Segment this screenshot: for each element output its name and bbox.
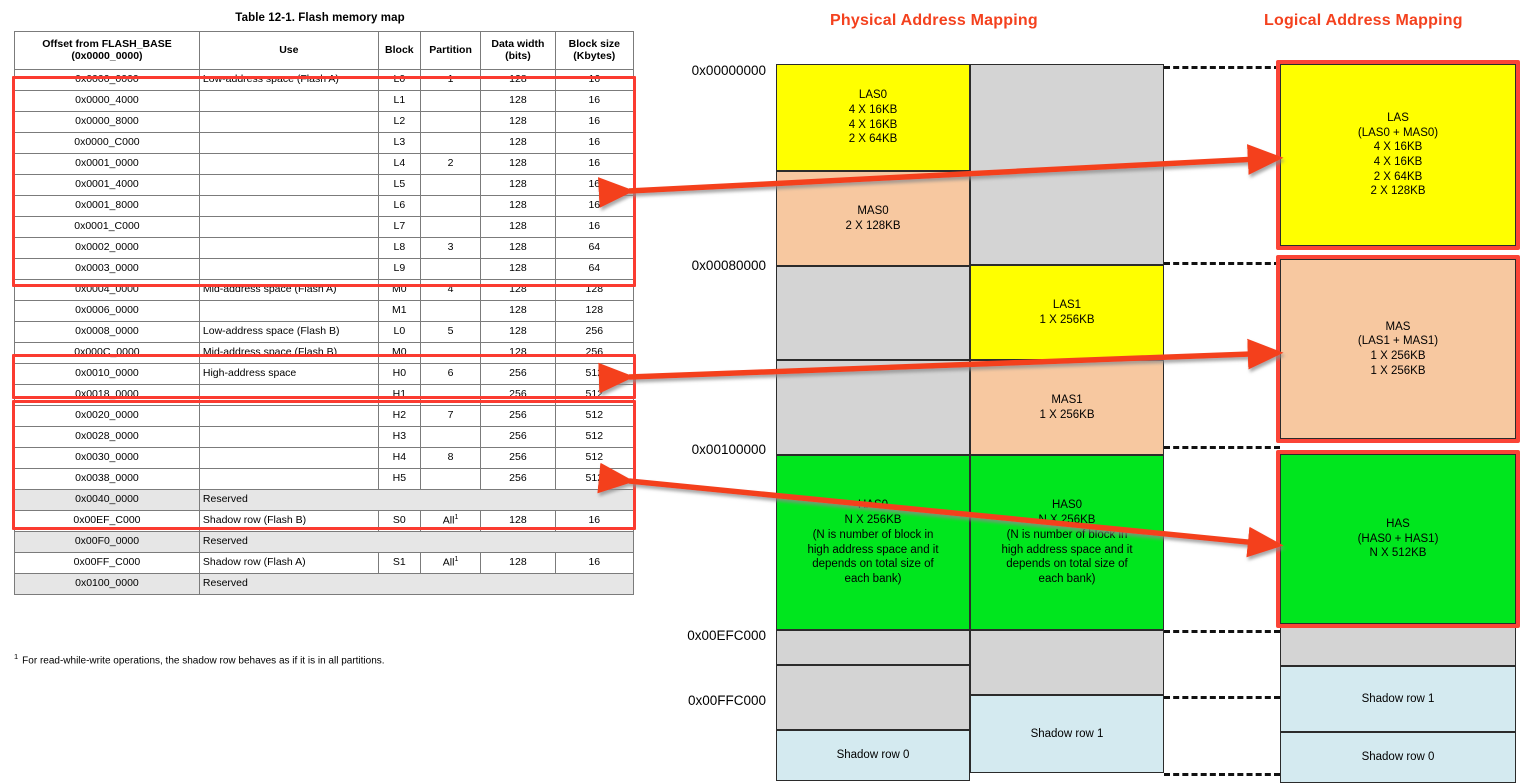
table-body (15, 70, 634, 595)
cell-partition (420, 385, 480, 406)
cell-use (199, 448, 378, 469)
table-row (15, 322, 634, 343)
cell-blocksize: 16 (555, 154, 633, 175)
cell-block: H0 (378, 364, 420, 385)
memory-block-label (781, 748, 965, 763)
memory-block-label (781, 88, 965, 147)
footnote-text: For read-while-write operations, the shadow row behaves as if it is in all partitions. (22, 655, 385, 667)
cell-blocksize: 16 (555, 70, 633, 91)
table-header-row (15, 32, 634, 70)
address-label-0x00000000: 0x00000000 (691, 63, 766, 78)
cell-block: H1 (378, 385, 420, 406)
table-row (15, 175, 634, 196)
memory-block-line: 1 X 256KB (1039, 313, 1095, 326)
col-header-offset: Offset from FLASH_BASE (0x0000_0000) (15, 32, 200, 70)
memory-block-line: Shadow row 0 (1361, 751, 1435, 764)
cell-use (199, 427, 378, 448)
col-header-use: Use (199, 32, 378, 70)
memory-block-line: (HAS0 + HAS1) (1357, 532, 1439, 545)
cell-datawidth: 128 (481, 553, 555, 574)
cell-datawidth: 128 (481, 511, 555, 532)
memory-block-line: 1 X 256KB (1039, 408, 1095, 421)
cell-blocksize: 16 (555, 133, 633, 154)
cell-offset: 0x0040_0000 (15, 490, 200, 511)
memory-block-shadow0 (776, 730, 970, 781)
cell-use: Mid-address space (Flash B) (199, 343, 378, 364)
memory-block-line: Shadow row 0 (836, 749, 910, 762)
cell-partition (420, 217, 480, 238)
memory-block-line: N X 512KB (1369, 547, 1427, 560)
dash-connector-las-bot (1164, 262, 1280, 265)
dash-connector-top (1164, 66, 1280, 69)
cell-datawidth: 128 (481, 280, 555, 301)
memory-block-line: N X 256KB (1038, 514, 1096, 527)
cell-datawidth: 128 (481, 154, 555, 175)
cell-block: L7 (378, 217, 420, 238)
cell-block: L9 (378, 259, 420, 280)
table-row (15, 406, 634, 427)
cell-offset: 0x0001_4000 (15, 175, 200, 196)
address-label-0x00100000: 0x00100000 (691, 442, 766, 457)
cell-block: H4 (378, 448, 420, 469)
table-row (15, 343, 634, 364)
cell-blocksize: 16 (555, 175, 633, 196)
memory-block-line: N X 256KB (844, 514, 902, 527)
footnote-marker: 1 (14, 652, 19, 661)
cell-use: Reserved (199, 532, 633, 553)
cell-partition: 8 (420, 448, 480, 469)
physical-mapping-title: Physical Address Mapping (830, 12, 1038, 29)
cell-offset: 0x0008_0000 (15, 322, 200, 343)
memory-block-line: (N is number of block in (812, 528, 934, 541)
memory-block-line: Shadow row 1 (1361, 692, 1435, 705)
table-row (15, 280, 634, 301)
table-row (15, 553, 634, 574)
memory-block-line: HAS0 (1051, 499, 1083, 512)
cell-partition: 6 (420, 364, 480, 385)
dash-connector-has-bot (1164, 630, 1280, 633)
cell-block: L2 (378, 112, 420, 133)
memory-block-label (975, 727, 1159, 742)
table-row (15, 385, 634, 406)
cell-block: H5 (378, 469, 420, 490)
logical-mapping-title: Logical Address Mapping (1264, 12, 1463, 29)
cell-offset: 0x0100_0000 (15, 574, 200, 595)
cell-blocksize: 128 (555, 301, 633, 322)
memory-block-has1 (970, 455, 1164, 630)
cell-offset: 0x0001_0000 (15, 154, 200, 175)
cell-datawidth: 256 (481, 469, 555, 490)
cell-block: M0 (378, 280, 420, 301)
memory-block-line: LAS (1387, 111, 1409, 124)
table-row (15, 217, 634, 238)
cell-blocksize: 128 (555, 280, 633, 301)
cell-partition: 1 (420, 70, 480, 91)
memory-block-line: (N is number of block in (1006, 528, 1128, 541)
cell-partition (420, 469, 480, 490)
cell-block: L6 (378, 196, 420, 217)
table-row (15, 532, 634, 553)
address-label-0x00FFC000: 0x00FFC000 (687, 693, 766, 708)
cell-use (199, 469, 378, 490)
memory-block-label (1285, 692, 1511, 707)
table-row (15, 427, 634, 448)
cell-use: Reserved (199, 574, 633, 595)
flash-memory-map-table-area (0, 0, 648, 784)
cell-block: L3 (378, 133, 420, 154)
table-row (15, 154, 634, 175)
memory-block-line: each bank) (844, 572, 902, 585)
cell-block: L8 (378, 238, 420, 259)
cell-use: High-address space (199, 364, 378, 385)
cell-offset: 0x0002_0000 (15, 238, 200, 259)
cell-blocksize: 512 (555, 406, 633, 427)
address-mapping-diagram (648, 0, 1536, 784)
table-row (15, 196, 634, 217)
cell-offset: 0x0000_C000 (15, 133, 200, 154)
memory-block-gap0b (776, 360, 970, 455)
memory-block-line: 2 X 64KB (1373, 170, 1423, 183)
cell-use (199, 196, 378, 217)
memory-block-gap0a (776, 266, 970, 360)
memory-block-mas1 (970, 360, 1164, 455)
memory-block-label (1285, 750, 1511, 765)
cell-block: H2 (378, 406, 420, 427)
cell-datawidth: 128 (481, 112, 555, 133)
table-row (15, 511, 634, 532)
memory-block-gap0c (776, 630, 970, 665)
cell-datawidth: 128 (481, 238, 555, 259)
memory-block-shadow1 (970, 695, 1164, 773)
cell-blocksize: 512 (555, 364, 633, 385)
cell-offset: 0x0001_C000 (15, 217, 200, 238)
cell-use: Reserved (199, 490, 633, 511)
cell-datawidth: 256 (481, 364, 555, 385)
memory-block-line: 1 X 256KB (1370, 364, 1426, 377)
cell-use: Mid-address space (Flash A) (199, 280, 378, 301)
memory-block-line: high address space and it (1001, 543, 1133, 556)
cell-partition (420, 259, 480, 280)
cell-offset: 0x0006_0000 (15, 301, 200, 322)
memory-block-label (781, 498, 965, 586)
cell-use (199, 133, 378, 154)
dash-connector-mas-bot (1164, 446, 1280, 449)
memory-block-line: 4 X 16KB (1373, 141, 1423, 154)
col-header-partition: Partition (420, 32, 480, 70)
cell-offset: 0x0000_0000 (15, 70, 200, 91)
cell-offset: 0x0030_0000 (15, 448, 200, 469)
memory-block-las0 (776, 64, 970, 171)
memory-block-label (1285, 517, 1511, 561)
cell-offset: 0x0028_0000 (15, 427, 200, 448)
cell-blocksize: 64 (555, 238, 633, 259)
cell-datawidth: 128 (481, 343, 555, 364)
memory-block-line: 4 X 16KB (848, 103, 898, 116)
table-row (15, 574, 634, 595)
memory-block-line: depends on total size of (812, 558, 934, 571)
cell-partition (420, 301, 480, 322)
cell-partition (420, 112, 480, 133)
cell-use (199, 406, 378, 427)
cell-block: H3 (378, 427, 420, 448)
memory-block-gap1a (970, 64, 1164, 265)
col-header-block: Block (378, 32, 420, 70)
memory-block-line: 2 X 128KB (845, 219, 901, 232)
col-header-blocksize: Block size (Kbytes) (555, 32, 633, 70)
dash-connector-bottom (1164, 773, 1280, 776)
cell-datawidth: 128 (481, 175, 555, 196)
flash-memory-map-table (14, 31, 634, 595)
cell-partition: 4 (420, 280, 480, 301)
memory-block-line: Shadow row 1 (1030, 727, 1104, 740)
col-header-datawidth: Data width (bits) (481, 32, 555, 70)
memory-block-line: depends on total size of (1006, 558, 1128, 571)
memory-block-gap1c (970, 630, 1164, 695)
address-label-0x00EFC000: 0x00EFC000 (687, 628, 766, 643)
cell-use (199, 238, 378, 259)
cell-blocksize: 16 (555, 112, 633, 133)
cell-datawidth: 256 (481, 406, 555, 427)
memory-block-line: MAS1 (1051, 393, 1083, 406)
cell-partition (420, 175, 480, 196)
cell-partition: 7 (420, 406, 480, 427)
cell-block: S0 (378, 511, 420, 532)
memory-block-label (975, 498, 1159, 586)
table-row (15, 364, 634, 385)
cell-partition: 5 (420, 322, 480, 343)
cell-use: Shadow row (Flash B) (199, 511, 378, 532)
memory-block-line: 2 X 64KB (848, 133, 898, 146)
memory-block-line: MAS (1385, 320, 1411, 333)
cell-blocksize: 16 (555, 91, 633, 112)
cell-blocksize: 16 (555, 511, 633, 532)
cell-use (199, 112, 378, 133)
cell-offset: 0x0020_0000 (15, 406, 200, 427)
cell-offset: 0x0018_0000 (15, 385, 200, 406)
table-row (15, 259, 634, 280)
cell-offset: 0x0000_8000 (15, 112, 200, 133)
memory-block-gap0d (776, 665, 970, 730)
cell-partition (420, 133, 480, 154)
memory-block-line: each bank) (1038, 572, 1096, 585)
memory-block-line: LAS1 (1052, 298, 1082, 311)
cell-datawidth: 256 (481, 448, 555, 469)
memory-block-line: HAS0 (857, 499, 889, 512)
memory-block-line: 2 X 128KB (1370, 185, 1426, 198)
cell-datawidth: 128 (481, 322, 555, 343)
memory-block-line: HAS (1386, 517, 1410, 530)
memory-block-lshadow0 (1280, 732, 1516, 783)
cell-use (199, 385, 378, 406)
memory-block-line: (LAS1 + MAS1) (1357, 335, 1439, 348)
cell-blocksize: 16 (555, 553, 633, 574)
memory-block-label (1285, 111, 1511, 199)
cell-blocksize: 512 (555, 427, 633, 448)
cell-partition (420, 196, 480, 217)
cell-offset: 0x0004_0000 (15, 280, 200, 301)
memory-block-label (975, 298, 1159, 327)
cell-datawidth: 128 (481, 91, 555, 112)
cell-blocksize: 512 (555, 385, 633, 406)
memory-block-line: high address space and it (807, 543, 939, 556)
table-caption: Table 12-1. Flash memory map (235, 12, 405, 24)
table-row (15, 238, 634, 259)
cell-partition (420, 91, 480, 112)
cell-use (199, 301, 378, 322)
cell-offset: 0x00FF_C000 (15, 553, 200, 574)
memory-block-has (1280, 454, 1516, 624)
cell-block: M0 (378, 343, 420, 364)
cell-partition (420, 427, 480, 448)
table-row (15, 133, 634, 154)
cell-block: L0 (378, 70, 420, 91)
memory-block-mas (1280, 259, 1516, 439)
memory-block-lshadow1 (1280, 666, 1516, 732)
cell-offset: 0x0038_0000 (15, 469, 200, 490)
cell-offset: 0x0003_0000 (15, 259, 200, 280)
cell-use (199, 217, 378, 238)
cell-offset: 0x00F0_0000 (15, 532, 200, 553)
cell-blocksize: 64 (555, 259, 633, 280)
memory-block-line: 4 X 16KB (848, 118, 898, 131)
cell-blocksize: 512 (555, 469, 633, 490)
cell-block: L0 (378, 322, 420, 343)
cell-offset: 0x0010_0000 (15, 364, 200, 385)
table-row (15, 469, 634, 490)
memory-block-label (1285, 320, 1511, 379)
dash-connector-sh1 (1164, 696, 1280, 699)
table-row (15, 112, 634, 133)
cell-blocksize: 16 (555, 217, 633, 238)
cell-partition: All$^1$ (420, 511, 480, 532)
cell-block: M1 (378, 301, 420, 322)
memory-block-label (975, 393, 1159, 422)
cell-use (199, 154, 378, 175)
cell-partition: 3 (420, 238, 480, 259)
cell-blocksize: 16 (555, 196, 633, 217)
cell-block: S1 (378, 553, 420, 574)
table-row (15, 70, 634, 91)
cell-datawidth: 128 (481, 217, 555, 238)
cell-datawidth: 128 (481, 70, 555, 91)
memory-block-mas0 (776, 171, 970, 266)
memory-block-line: 1 X 256KB (1370, 350, 1426, 362)
cell-partition: All$^1$ (420, 553, 480, 574)
cell-use (199, 259, 378, 280)
cell-use: Shadow row (Flash A) (199, 553, 378, 574)
cell-offset: 0x00EF_C000 (15, 511, 200, 532)
table-row (15, 301, 634, 322)
cell-use (199, 175, 378, 196)
cell-offset: 0x0001_8000 (15, 196, 200, 217)
table-footnote (14, 652, 634, 667)
cell-datawidth: 128 (481, 259, 555, 280)
cell-use: Low-address space (Flash B) (199, 322, 378, 343)
memory-block-line: 4 X 16KB (1373, 156, 1423, 168)
table-row (15, 490, 634, 511)
cell-use: Low-address space (Flash A) (199, 70, 378, 91)
cell-datawidth: 128 (481, 133, 555, 154)
memory-block-las1 (970, 265, 1164, 360)
table-row (15, 448, 634, 469)
cell-block: L1 (378, 91, 420, 112)
memory-block-has0 (776, 455, 970, 630)
memory-block-lgap (1280, 624, 1516, 666)
cell-block: L4 (378, 154, 420, 175)
memory-block-line: MAS0 (857, 204, 889, 217)
cell-datawidth: 128 (481, 196, 555, 217)
cell-partition: 2 (420, 154, 480, 175)
cell-datawidth: 256 (481, 427, 555, 448)
cell-block: L5 (378, 175, 420, 196)
memory-block-label (781, 204, 965, 233)
cell-blocksize: 256 (555, 343, 633, 364)
memory-block-las (1280, 64, 1516, 246)
cell-offset: 0x0000_4000 (15, 91, 200, 112)
address-label-0x00080000: 0x00080000 (691, 258, 766, 273)
cell-blocksize: 512 (555, 448, 633, 469)
cell-partition (420, 343, 480, 364)
table-row (15, 91, 634, 112)
cell-use (199, 91, 378, 112)
cell-offset: 0x000C_0000 (15, 343, 200, 364)
memory-block-line: (LAS0 + MAS0) (1357, 126, 1439, 139)
memory-block-line: LAS0 (858, 89, 888, 102)
cell-datawidth: 256 (481, 385, 555, 406)
cell-datawidth: 128 (481, 301, 555, 322)
cell-blocksize: 256 (555, 322, 633, 343)
